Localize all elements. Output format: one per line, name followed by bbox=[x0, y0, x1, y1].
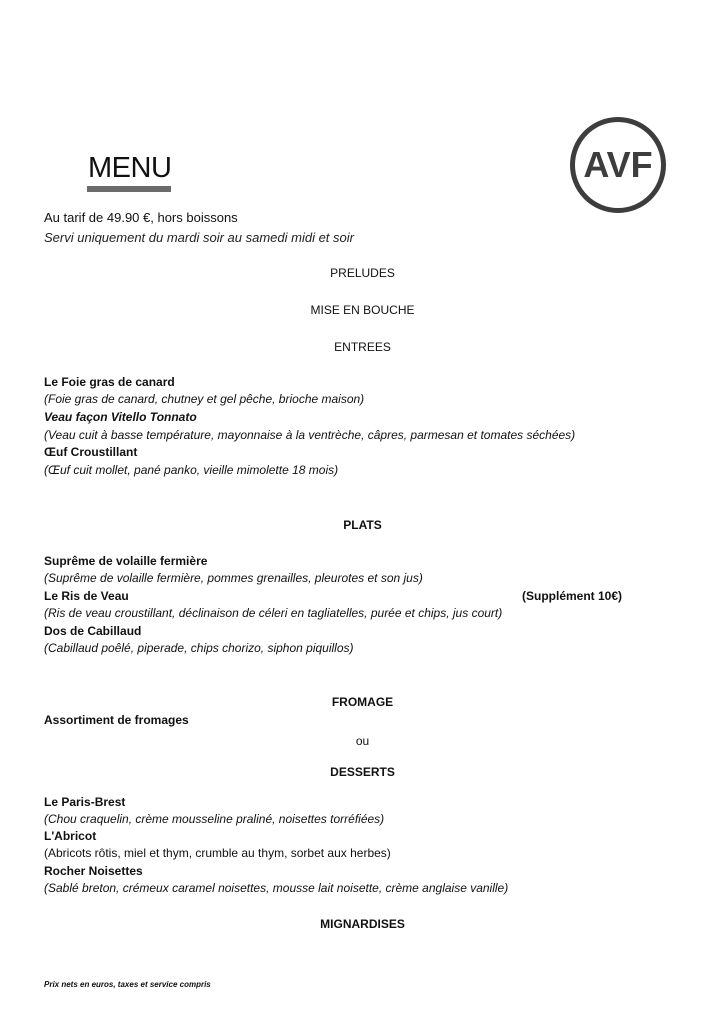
avf-logo bbox=[570, 117, 666, 213]
footer-note: Prix nets en euros, taxes et service compris bbox=[44, 980, 211, 989]
menu-title: MENU bbox=[88, 152, 172, 184]
dessert-desc: (Chou craquelin, crème mousseline praliné, noisettes torréfiées) bbox=[44, 812, 385, 826]
entree-name: Œuf Croustillant bbox=[44, 445, 138, 459]
section-mignardises: MIGNARDISES bbox=[320, 917, 405, 931]
price-line: Au tarif de 49.90 €, hors boissons bbox=[44, 210, 238, 225]
dessert-name: Rocher Noisettes bbox=[44, 864, 143, 878]
dessert-desc: (Abricots rôtis, miel et thym, crumble au thym, sorbet aux herbes) bbox=[44, 846, 391, 860]
plat-desc: (Suprême de volaille fermière, pommes grenailles, pleurotes et son jus) bbox=[44, 571, 423, 585]
plat-desc: (Ris de veau croustillant, déclinaison de céleri en tagliatelles, purée et chips, jus court) bbox=[44, 606, 503, 620]
supplement-badge: (Supplément 10€) bbox=[522, 589, 623, 603]
dessert-desc: (Sablé breton, crémeux caramel noisettes, mousse lait noisette, crème anglaise vanille) bbox=[44, 881, 509, 895]
plat-name: Dos de Cabillaud bbox=[44, 624, 142, 638]
or-separator: ou bbox=[355, 734, 370, 748]
section-entrees: ENTREES bbox=[334, 340, 391, 354]
logo-text: AVF bbox=[583, 144, 653, 185]
section-preludes: PRELUDES bbox=[330, 266, 395, 280]
section-plats: PLATS bbox=[343, 518, 382, 532]
section-fromage: FROMAGE bbox=[331, 695, 394, 709]
plat-desc: (Cabillaud poêlé, piperade, chips chorizo, siphon piquillos) bbox=[44, 641, 354, 655]
title-underline bbox=[87, 186, 171, 192]
entree-desc: (Veau cuit à basse température, mayonnaise à la ventrèche, câpres, parmesan et tomates séchées) bbox=[44, 428, 576, 442]
entree-name: Le Foie gras de canard bbox=[44, 375, 175, 389]
plat-name: Le Ris de Veau bbox=[44, 589, 129, 603]
entree-desc: (Œuf cuit mollet, pané panko, vieille mimolette 18 mois) bbox=[44, 463, 339, 477]
dessert-name: L'Abricot bbox=[44, 829, 97, 843]
plat-name: Suprême de volaille fermière bbox=[44, 554, 208, 568]
entree-name: Veau façon Vitello Tonnato bbox=[44, 410, 197, 424]
entree-desc: (Foie gras de canard, chutney et gel pêche, brioche maison) bbox=[44, 392, 365, 406]
section-desserts: DESSERTS bbox=[330, 765, 395, 779]
fromage-name: Assortiment de fromages bbox=[44, 713, 189, 727]
section-mise-en-bouche: MISE EN BOUCHE bbox=[310, 303, 415, 317]
dessert-name: Le Paris-Brest bbox=[44, 795, 126, 809]
served-line: Servi uniquement du mardi soir au samedi midi et soir bbox=[44, 230, 354, 245]
